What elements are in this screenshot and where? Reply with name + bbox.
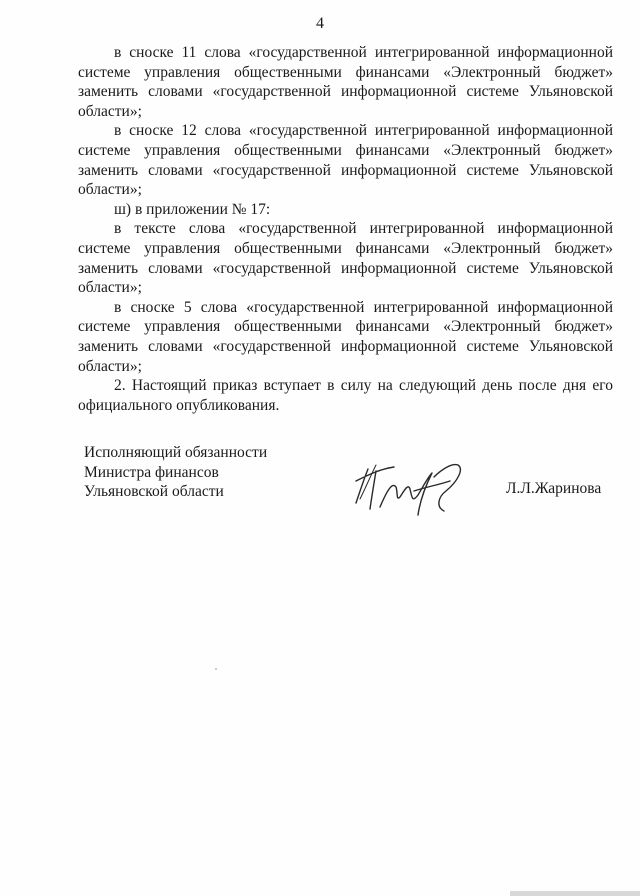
paragraph-footnote-12: в сноске 12 слова «государственной интегрированной информационной системе управления общественными финансами «Электронный бюджет» заменить словами «государственной информационной системе Ульяновской области»; (78, 122, 613, 199)
signer-position-line: Ульяновской области (84, 483, 224, 500)
signer-position-line: Министра финансов (84, 463, 219, 481)
signature-block (84, 443, 614, 543)
paragraph-effective-date: 2. Настоящий приказ вступает в силу на следующий день после дня его официального опубликования. (78, 377, 613, 414)
signer-name: Л.Л.Жаринова (506, 480, 602, 497)
paragraph-footnote-11: в сноске 11 слова «государственной интегрированной информационной системе управления общественными финансами «Электронный бюджет» заменить словами «государственной информационной системе Ульяновской области»; (78, 44, 613, 120)
paragraph-footnote-5: в сноске 5 слова «государственной интегрированной информационной системе управления общественными финансами «Электронный бюджет» заменить словами «государственной информационной системе Ульяновской области»; (78, 298, 613, 375)
scan-edge-artifact (510, 891, 640, 896)
handwritten-signature (346, 451, 476, 521)
paragraph-appendix-text: в тексте слова «государственной интегрированной информационной системе управления общественными финансами «Электронный бюджет» заменить словами «государственной информационной системе Ульяновской области»; (78, 220, 613, 297)
signer-position-line: Исполняющий обязанности (84, 444, 268, 461)
scan-artifact (215, 668, 217, 670)
document-body (78, 43, 613, 415)
paragraph-appendix-17: ш) в приложении № 17: (114, 200, 271, 218)
page-number: 4 (316, 15, 324, 32)
